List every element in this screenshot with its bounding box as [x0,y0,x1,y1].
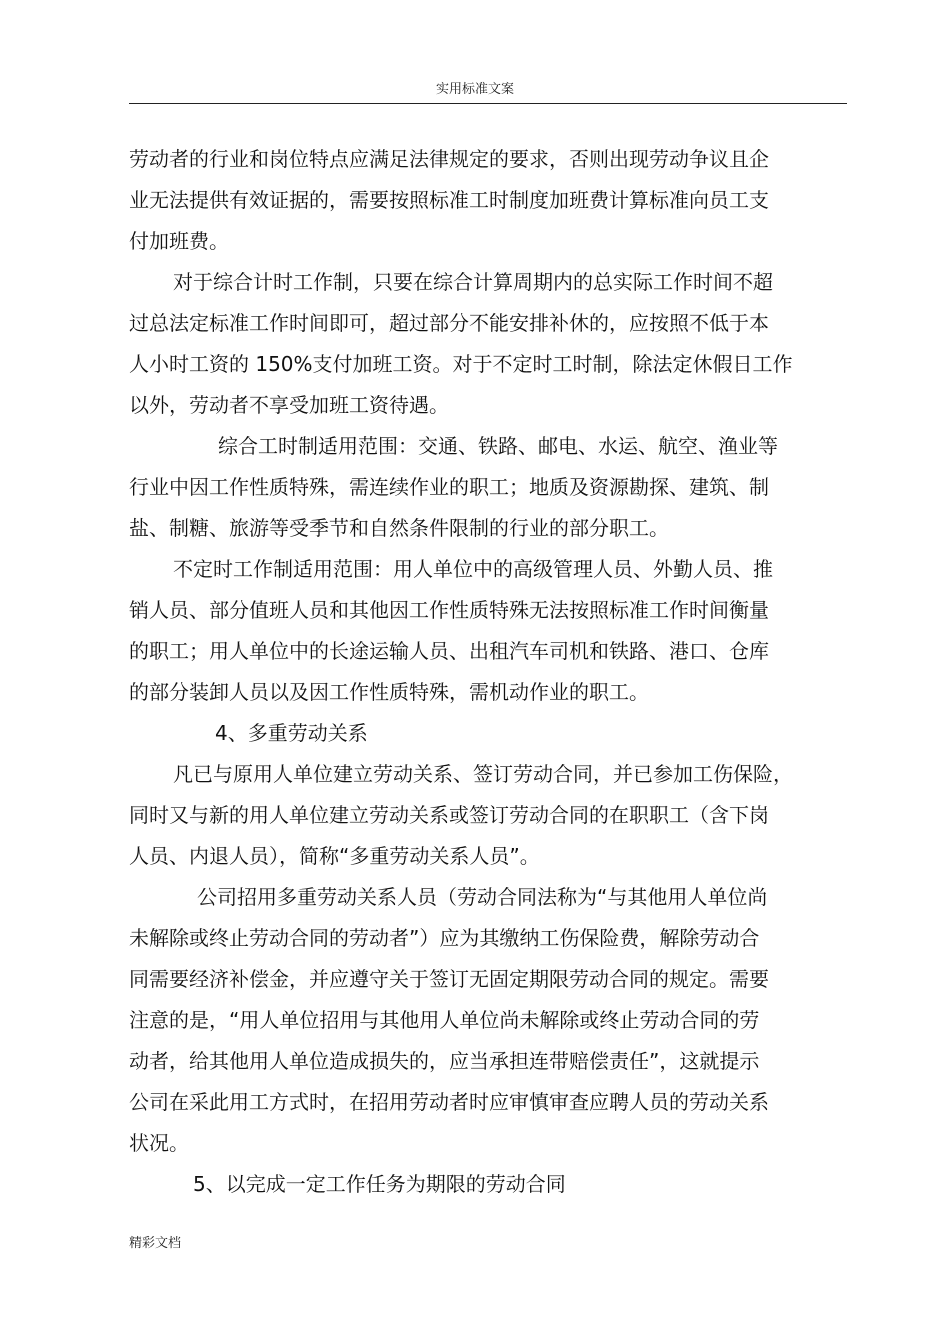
text-line: 凡已与原用人单位建立劳动关系、签订劳动合同，并已参加工伤保险， [173,762,793,786]
text-line: 未解除或终止劳动合同的劳动者”）应为其缴纳工伤保险费，解除劳动合 [129,926,760,950]
text-line: 动者，给其他用人单位造成损失的，应当承担连带赔偿责任”，这就提示 [129,1049,760,1073]
text-line: 公司招用多重劳动关系人员（劳动合同法称为“与其他用人单位尚 [197,885,768,909]
text-line: 行业中因工作性质特殊，需连续作业的职工；地质及资源勘探、建筑、制 [129,475,769,499]
text-line: 公司在采此用工方式时，在招用劳动者时应审慎审查应聘人员的劳动关系 [129,1090,769,1114]
page-header: 实用标准文案 [435,82,514,97]
text-line: 销人员、部分值班人员和其他因工作性质特殊无法按照标准工作时间衡量 [129,598,769,622]
text-line: 劳动者的行业和岗位特点应满足法律规定的要求，否则出现劳动争议且企 [129,147,769,171]
header-rule [129,103,847,104]
text-line: 同时又与新的用人单位建立劳动关系或签订劳动合同的在职职工（含下岗 [129,803,769,827]
text-line: 人员、内退人员），简称“多重劳动关系人员”。 [129,844,540,868]
text-line: 付加班费。 [129,229,229,253]
text-line: 以外，劳动者不享受加班工资待遇。 [129,393,449,417]
text-line: 业无法提供有效证据的，需要按照标准工时制度加班费计算标准向员工支 [129,188,769,212]
text-line: 对于综合计时工作制，只要在综合计算周期内的总实际工作时间不超 [173,270,773,294]
text-line: 的职工；用人单位中的长途运输人员、出租汽车司机和铁路、港口、仓库 [129,639,769,663]
text-line: 注意的是，“用人单位招用与其他用人单位尚未解除或终止劳动合同的劳 [129,1008,760,1032]
text-line: 状况。 [129,1131,189,1155]
text-line: 的部分装卸人员以及因工作性质特殊，需机动作业的职工。 [129,680,649,704]
text-line: 盐、制糖、旅游等受季节和自然条件限制的行业的部分职工。 [129,516,669,540]
text-line: 同需要经济补偿金，并应遵守关于签订无固定期限劳动合同的规定。需要 [129,967,769,991]
text-line: 人小时工资的 150%支付加班工资。对于不定时工时制，除法定休假日工作 [129,352,793,376]
section-heading: 5、以完成一定工作任务为期限的劳动合同 [193,1172,566,1196]
text-line: 不定时工作制适用范围：用人单位中的高级管理人员、外勤人员、推 [173,557,773,581]
page-footer: 精彩文档 [129,1236,182,1251]
section-heading: 4、多重劳动关系 [215,721,368,745]
text-line: 综合工时制适用范围：交通、铁路、邮电、水运、航空、渔业等 [218,434,778,458]
text-line: 过总法定标准工作时间即可，超过部分不能安排补休的，应按照不低于本 [129,311,769,335]
